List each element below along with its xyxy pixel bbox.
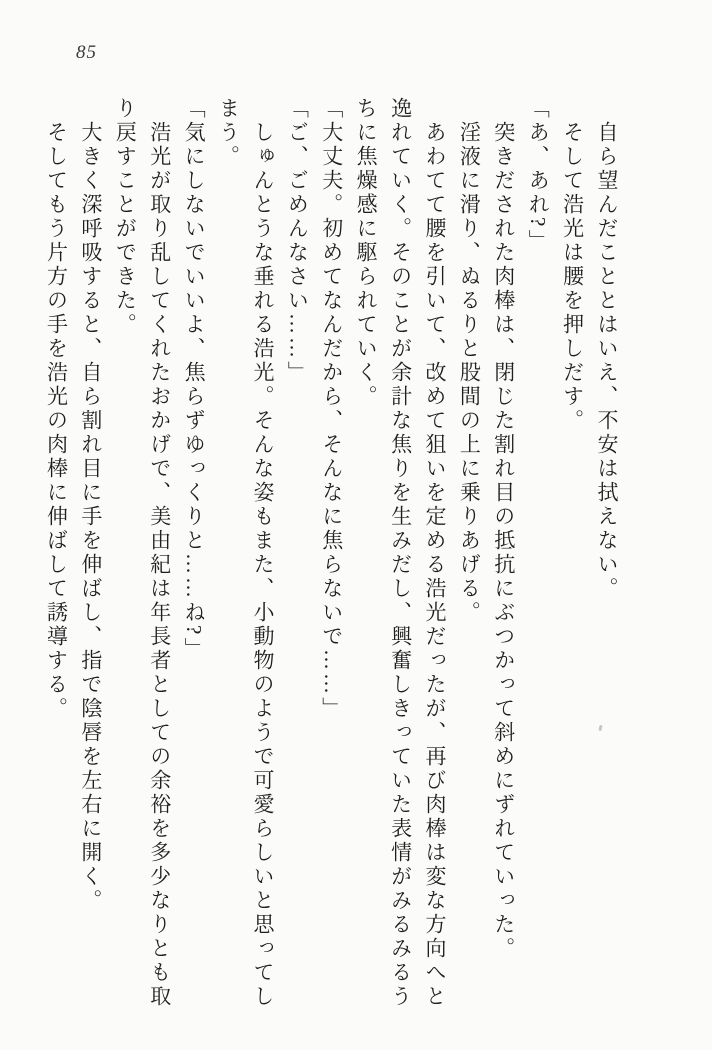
paragraph: しゅんとうな垂れる浩光。そんな姿もまた、小動物のようで可愛らしいと思ってしまう。 <box>216 97 275 1009</box>
paragraph: 「あ、あれ?」 <box>526 97 551 254</box>
text-block <box>32 97 624 1013</box>
paragraph: 「大丈夫。初めてなんだから、そんなに焦らないで……」 <box>319 97 344 721</box>
paragraph: 大きく深呼吸すると、自ら割れ目に手を伸ばし、指で陰唇を左右に開く。 <box>78 121 103 913</box>
paragraph: 突きだされた肉棒は、閉じた割れ目の抵抗にぶつかって斜めにずれていった。 <box>491 121 516 961</box>
paragraph: 自ら望んだこととはいえ、不安は拭えない。 <box>595 121 619 601</box>
paragraph: 「ご、ごめんなさい……」 <box>285 97 310 385</box>
paragraph: 淫液に滑り、ぬるりと股間の上に乗りあげる。 <box>457 121 482 625</box>
paragraph: 「気にしないでいいよ、焦らずゆっくりと……ね?」 <box>182 97 207 662</box>
paragraph: そして浩光は腰を押しだす。 <box>560 121 585 433</box>
page-number: 85 <box>76 42 97 63</box>
paragraph: 浩光が取り乱してくれたおかげで、美由紀は年長者としての余裕を多少なりとも取り戻すことができた。 <box>113 97 172 1009</box>
paragraph: あわてて腰を引いて、改めて狙いを定める浩光だったが、再び肉棒は変な方向へと逸れていく。そのことが余計な焦りを生みだし、興奮しきっていた表情がみるみるうちに焦燥感に駆られていく。 <box>354 97 447 1009</box>
paragraph: そしてもう片方の手を浩光の肉棒に伸ばして誘導する。 <box>44 121 69 721</box>
